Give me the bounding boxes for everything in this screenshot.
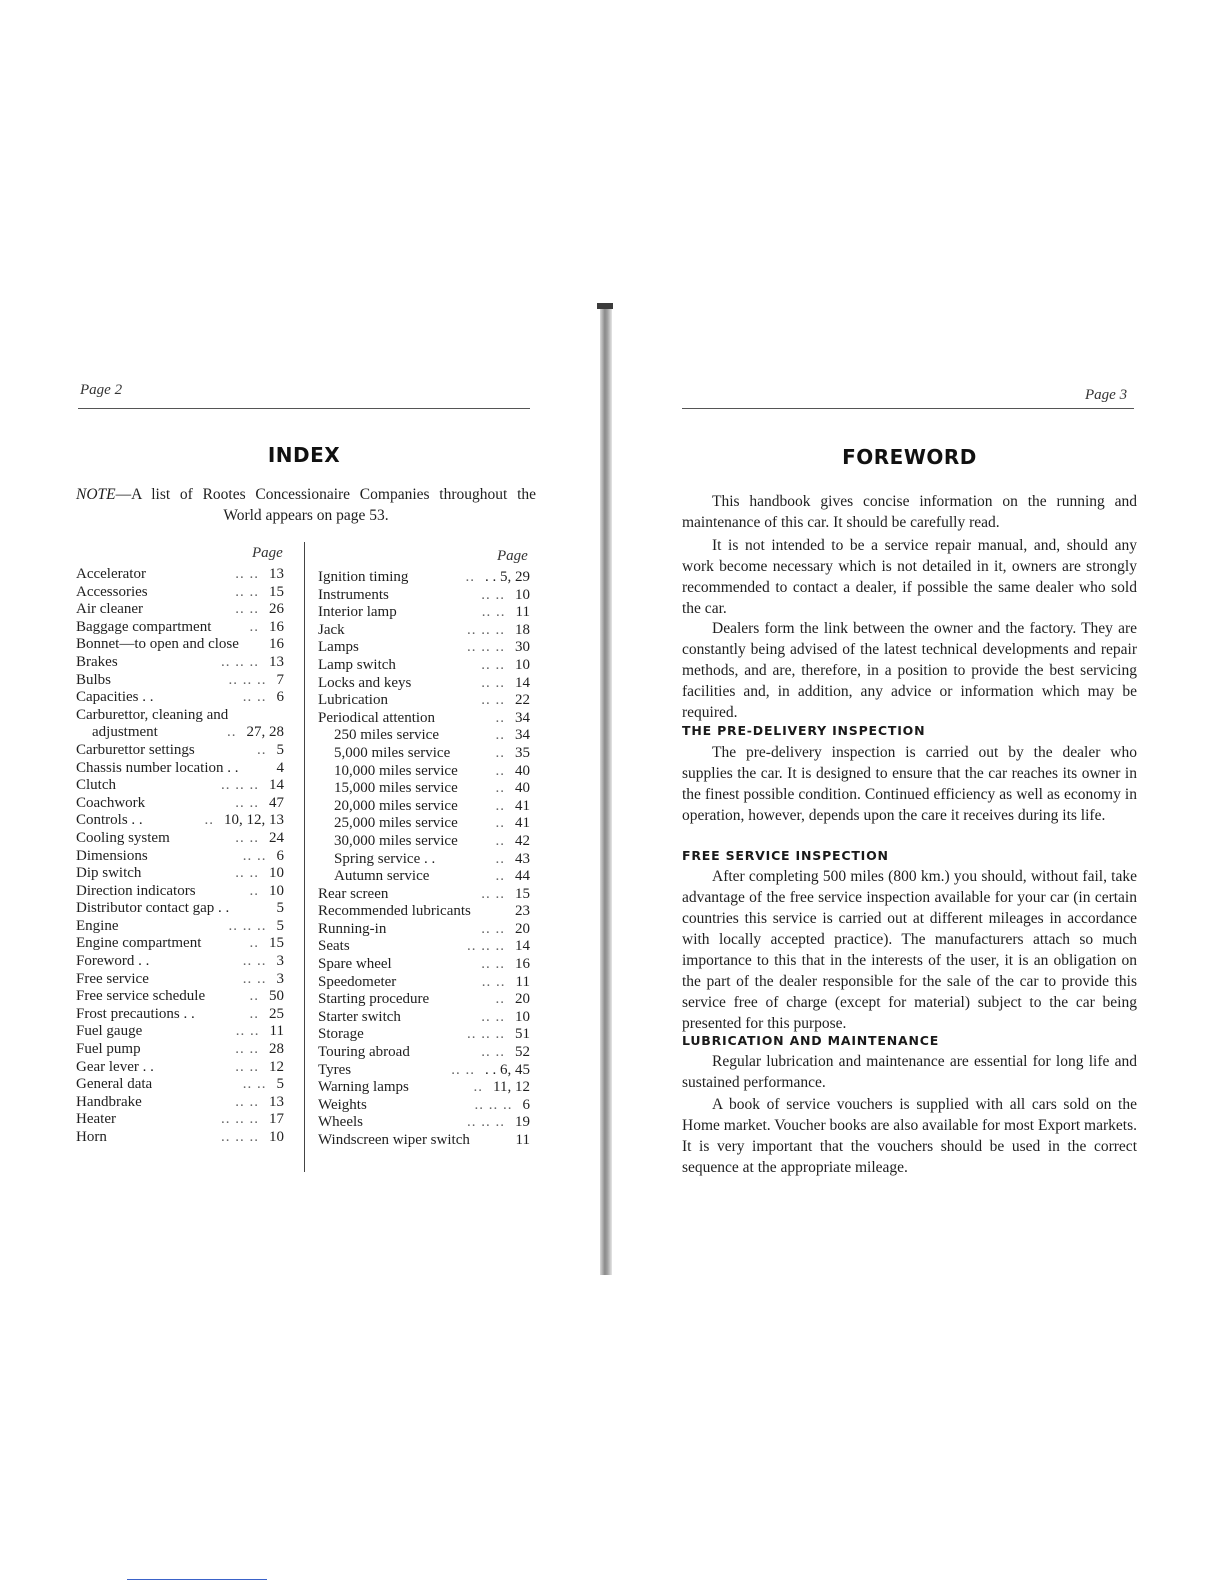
header-rule-right [682,408,1134,409]
index-entry-page: 10 [515,586,530,603]
index-entry-leader: .. .. .. [221,777,259,794]
index-entry-page: 14 [269,777,284,794]
spine-mark [597,303,613,309]
index-entry-page: 14 [515,674,530,691]
index-entry-leader: .. [249,618,259,635]
index-entry-leader: .. [495,762,505,779]
index-entry [318,833,530,851]
index-entry-page: 6 [276,689,284,706]
index-entry-page: 18 [515,621,530,638]
index-entry-page: 44 [515,868,530,885]
index-entry-page: 22 [515,692,530,709]
index-entry-leader: .. [249,935,259,952]
lubrication-text-1: Regular lubrication and maintenance are essential for long life and sustained performance. [682,1053,1137,1091]
index-entry [76,707,284,725]
index-entry [76,918,284,936]
note-text: —A list of Rootes Concessionaire Companies throughout the World appears on page 53. [115,486,536,524]
index-entry [76,566,284,584]
index-entry-label: Clutch [76,777,116,794]
index-entry-leader: .. [473,1079,484,1096]
index-entry-leader: .. .. .. [221,1111,259,1128]
index-entry-leader: .. .. [481,674,505,691]
index-entry-page: 28 [269,1041,284,1058]
index-entry-page: 6 [276,847,284,864]
index-entry-page: 10, 12, 13 [224,812,284,829]
index-entry [76,619,284,637]
index-entry-label: Lamp switch [318,656,396,673]
index-entry [76,584,284,602]
index-entry-leader: .. .. [242,953,267,970]
index-entry [76,1006,284,1024]
index-entry-label: Spare wheel [318,956,392,973]
index-entry-leader: .. .. [235,566,259,582]
column-header-page-2: Page [497,548,528,564]
index-entry-page: 41 [515,797,530,814]
index-entry-label: Speedometer [318,973,397,990]
index-entry-label: Storage [318,1026,364,1043]
index-entry-page: 35 [515,744,530,761]
index-entry-label: 10,000 miles service [334,762,458,779]
index-entry [76,935,284,953]
index-entry-label: Cooling system [76,829,170,846]
index-entry-label: Brakes [76,653,118,670]
index-entry-page: 15 [515,885,530,902]
index-entry-label: Carburettor settings [76,741,195,758]
index-entry [76,672,284,690]
index-column-2 [318,569,530,1150]
index-entry-page: 34 [515,727,530,744]
index-entry-leader: .. .. .. [228,671,267,688]
index-entry [318,938,530,956]
index-entry-label: Bulbs [76,671,112,688]
index-entry-page: 40 [515,762,530,779]
index-entry-page: 5 [276,1076,284,1093]
index-entry [76,830,284,848]
index-entry-leader: .. [227,724,237,741]
index-entry-page: 50 [269,988,284,1005]
index-entry [76,654,284,672]
index-entry-leader: .. .. [242,1076,267,1093]
index-entry [318,903,530,921]
index-entry-label: 25,000 miles service [334,815,458,832]
index-entry-label: Distributor contact gap . . [76,900,230,917]
index-entry-leader: .. .. [242,689,267,706]
index-entry-leader: .. .. [481,885,505,902]
index-entry-page: 11 [515,1132,530,1148]
index-entry-page: 25 [269,1005,284,1022]
index-entry-leader: .. .. [242,847,267,864]
index-entry-leader: .. .. .. [228,917,267,934]
index-entry-label: Windscreen wiper switch [318,1132,470,1148]
index-entry-page: 4 [276,759,284,776]
index-entry-page: 15 [269,935,284,952]
index-entry-page: 14 [515,938,530,955]
index-entry [76,777,284,795]
bottom-edge-mark [127,1579,267,1580]
index-entry-label: Lubrication [318,692,388,709]
index-entry-leader: .. [257,741,267,758]
index-entry-page: 10 [269,865,284,882]
index-entry [76,795,284,813]
index-entry-page: 26 [269,601,284,618]
index-entry [318,815,530,833]
index-entry-page: 16 [269,618,284,635]
index-entry-label: Weights [318,1096,367,1113]
index-entry-leader: .. [204,812,214,829]
index-entry-leader: .. .. .. [467,938,505,955]
index-entry-label: Locks and keys [318,674,412,691]
free-service-text: After completing 500 miles (800 km.) you should, without fail, take advantage of the free service inspection available for your car (in certain countries this service is carried out at different mileages in accordance with locally accepted practice). The manufacturers attach so much importance to this that in the interests of the user, it is an obligation on the part of the dealer responsible for the sale of the car to provide this service free of charge (except for material) subject to the car being presented for this purpose. [682,868,1137,1032]
index-entry-label: Foreword . . [76,953,150,970]
index-entry [318,710,530,728]
index-entry-leader: .. [249,882,259,899]
foreword-paragraph-3: Dealers form the link between the owner and the factory. They are constantly being advised of the latest technical developments and repair methods, and are, therefore, in a position to provide the best servicing facilities and, in addition, any advice or information which may be required. [682,620,1137,721]
index-entry [76,1041,284,1059]
index-entry-label: Lamps [318,639,359,656]
index-entry-page: 51 [515,1026,530,1043]
lubrication-text-2: A book of service vouchers is supplied with all cars sold on the Home market. Voucher books are also available for most Export markets. It is very important that the vouchers should be used in the correct sequence at the appropriate mileage. [682,1096,1137,1176]
index-entry [76,1094,284,1112]
index-entry [318,639,530,657]
index-entry-label: General data [76,1076,153,1093]
index-entry-label: Heater [76,1111,116,1128]
index-entry-label: adjustment [92,724,158,741]
index-entry-leader: .. .. .. [474,1096,513,1113]
predelivery-heading: THE PRE-DELIVERY INSPECTION [682,723,926,738]
index-entry [76,953,284,971]
index-entry-label: Touring abroad [318,1044,410,1061]
index-entry-page: 47 [269,794,284,811]
index-entry [76,848,284,866]
index-entry [318,921,530,939]
index-entry-page: 23 [515,903,530,920]
index-note [76,484,536,526]
index-entry-label: Running-in [318,920,387,937]
index-entry-label: Fuel pump [76,1041,141,1058]
index-entry-leader: .. .. [235,794,259,811]
index-entry-leader: .. .. [235,1023,260,1040]
column-header-page-1: Page [252,545,283,561]
index-entry-page: 27, 28 [246,724,284,741]
index-entry-label: Instruments [318,586,389,603]
index-entry-label: Seats [318,938,350,955]
index-entry-label: Fuel gauge [76,1023,143,1040]
index-entry-label: Accessories [76,583,148,600]
foreword-title: FOREWORD [842,445,977,469]
index-entry-label: Dip switch [76,865,142,882]
index-entry [76,689,284,707]
index-entry-leader: .. .. [481,692,505,709]
index-entry-leader: .. [495,850,505,867]
index-entry-leader: .. .. .. [467,621,505,638]
index-entry-leader: .. [495,815,505,832]
index-entry-leader: .. .. [235,601,259,618]
index-title: INDEX [267,443,341,467]
index-entry-leader: .. [495,744,505,761]
right-page [612,0,1225,1585]
index-entry-leader: .. .. [481,920,505,937]
index-entry-page: 11 [515,973,530,990]
index-entry-label: Frost precautions . . [76,1005,195,1022]
index-entry-leader: .. .. [235,1093,259,1110]
index-entry-label: Horn [76,1129,107,1145]
index-entry-label: Carburettor, cleaning and [76,706,229,723]
index-entry [318,1062,530,1080]
index-entry-page: 10 [515,1008,530,1025]
index-entry-label: Gear lever . . [76,1058,154,1075]
index-entry [76,760,284,778]
index-entry-label: Bonnet—to open and close [76,636,239,653]
index-entry [76,971,284,989]
index-entry [318,745,530,763]
free-service-heading: FREE SERVICE INSPECTION [682,848,889,863]
index-entry-leader: .. [249,988,259,1005]
predelivery-text: The pre-delivery inspection is carried out by the dealer who supplies the car. It is designed to ensure that the car reaches its owner in the finest possible condition. Continued efficiency as well as economy in operation, however, depends upon the care it receives during its life. [682,744,1137,824]
index-entry-page: 16 [515,956,530,973]
index-entry [318,974,530,992]
index-entry [318,886,530,904]
index-entry [318,604,530,622]
index-entry-page: 52 [515,1044,530,1061]
foreword-paragraph-2: It is not intended to be a service repair manual, and, should any work become necessary which is not detailed in it, owners are strongly recommended to contact a dealer, if possible the same dealer who sold the car. [682,537,1137,617]
index-entry-label: Ignition timing [318,569,409,585]
index-entry [76,1059,284,1077]
index-column-1 [76,566,284,1147]
index-entry-leader: .. .. .. [467,1026,505,1043]
index-entry-label: Accelerator [76,566,146,582]
index-entry-leader: .. .. .. [221,653,259,670]
index-entry-leader: .. .. .. [221,1129,259,1145]
index-entry-leader: .. [249,1005,259,1022]
index-entry [76,636,284,654]
index-entry [76,883,284,901]
index-entry-page: 43 [515,850,530,867]
index-entry [318,991,530,1009]
index-entry-label: Starting procedure [318,991,430,1008]
index-entry-leader: .. .. [235,1041,259,1058]
index-entry [318,692,530,710]
index-entry-page: 10 [515,656,530,673]
index-entry-page: 10 [269,882,284,899]
index-entry [318,1044,530,1062]
index-entry-page: 10 [269,1129,284,1145]
index-entry [318,587,530,605]
index-entry [318,956,530,974]
index-entry [318,569,530,587]
index-entry-label: 5,000 miles service [334,744,451,761]
index-entry-page: 5 [276,900,284,917]
index-entry-label: 15,000 miles service [334,780,458,797]
foreword-paragraph-1: This handbook gives concise information on the running and maintenance of this car. It should be carefully read. [682,493,1137,531]
index-column-divider [304,542,305,1172]
index-entry-label: Spring service . . [334,850,436,867]
index-entry-page: 13 [269,566,284,582]
index-entry-leader: .. [495,709,505,726]
index-entry [318,622,530,640]
index-entry-page: 20 [515,920,530,937]
index-entry-page: 11 [269,1023,284,1040]
header-rule-left [78,408,530,409]
index-entry-page: 40 [515,780,530,797]
index-entry [76,724,284,742]
index-entry [76,900,284,918]
index-entry [76,812,284,830]
index-entry-leader: .. .. [242,970,267,987]
index-entry-page: 13 [269,1093,284,1110]
index-entry-label: Wheels [318,1114,363,1131]
index-entry-leader: .. [495,780,505,797]
index-entry-leader: .. .. [235,583,259,600]
index-entry [76,1076,284,1094]
index-entry-label: Engine [76,917,119,934]
index-entry [318,675,530,693]
note-label: NOTE [76,486,116,503]
index-entry-label: Tyres [318,1061,352,1078]
index-entry [318,1114,530,1132]
index-entry-leader: .. .. [481,1044,505,1061]
index-entry [318,1079,530,1097]
index-entry-leader: .. .. [481,656,505,673]
left-page [0,0,600,1585]
index-entry-label: Warning lamps [318,1079,409,1096]
index-entry-page: 16 [269,636,284,653]
index-entry-label: Coachwork [76,794,146,811]
index-entry-leader: .. .. [451,1061,475,1078]
lubrication-heading: LUBRICATION AND MAINTENANCE [682,1033,940,1048]
index-entry [318,1026,530,1044]
index-entry-leader: .. .. [481,604,506,621]
index-entry-leader: .. .. [481,973,506,990]
index-entry [76,1023,284,1041]
index-entry-leader: .. [465,569,475,585]
index-entry-leader: .. [495,727,505,744]
index-entry-page: 7 [276,671,284,688]
index-entry-page: 42 [515,832,530,849]
index-entry-page: 5 [276,917,284,934]
index-entry-leader: .. [495,832,505,849]
index-entry-leader: .. .. [481,586,505,603]
index-entry-leader: .. .. .. [467,1114,505,1131]
index-entry-leader: .. .. [481,956,505,973]
index-entry-label: Baggage compartment [76,618,212,635]
index-entry-label: 20,000 miles service [334,797,458,814]
index-entry-page: 13 [269,653,284,670]
index-entry-page: 11 [515,604,530,621]
index-entry-label: 250 miles service [334,727,439,744]
index-entry [318,851,530,869]
index-entry-label: Chassis number location . . [76,759,239,776]
index-entry-label: Air cleaner [76,601,144,618]
index-entry-page: 41 [515,815,530,832]
index-entry-label: Recommended lubricants [318,903,471,920]
index-entry-label: Dimensions [76,847,148,864]
index-entry-page: 30 [515,639,530,656]
index-entry-page: 3 [276,970,284,987]
index-entry-leader: .. .. [235,829,259,846]
index-entry [318,727,530,745]
index-entry [76,742,284,760]
index-entry-leader: .. [495,868,505,885]
index-entry-label: Starter switch [318,1008,401,1025]
index-entry-label: Direction indicators [76,882,196,899]
index-entry-page: 12 [269,1058,284,1075]
book-spine [600,305,612,1275]
index-entry-leader: .. [495,991,505,1008]
index-entry-page: 11, 12 [493,1079,530,1096]
index-entry [76,601,284,619]
index-entry-page: 5 [276,741,284,758]
index-entry-label: Interior lamp [318,604,397,621]
index-entry-page: 19 [515,1114,530,1131]
index-entry-page: 3 [276,953,284,970]
index-entry [318,1097,530,1115]
index-entry [318,763,530,781]
index-entry-leader: .. .. .. [467,639,505,656]
index-entry-leader: .. .. [481,1008,505,1025]
index-entry [318,657,530,675]
index-entry [318,798,530,816]
index-entry-label: Periodical attention [318,709,436,726]
index-entry-page: 24 [269,829,284,846]
index-entry [318,868,530,886]
index-entry-page: . . 6, 45 [485,1061,530,1078]
index-entry-label: Rear screen [318,885,389,902]
index-entry-page: 34 [515,709,530,726]
index-entry-label: 30,000 miles service [334,832,458,849]
index-entry-page: 6 [522,1096,530,1113]
index-entry-leader: .. .. [235,865,259,882]
index-entry [76,865,284,883]
index-entry-leader: .. .. [235,1058,259,1075]
index-entry [318,1009,530,1027]
index-entry-page: . . 5, 29 [485,569,530,585]
index-entry-label: Free service schedule [76,988,206,1005]
index-entry [318,1132,530,1150]
index-entry-label: Controls . . [76,812,143,829]
index-entry-leader: .. [495,797,505,814]
index-entry-label: Handbrake [76,1093,142,1110]
index-entry-page: 15 [269,583,284,600]
page-number-left: Page 2 [80,382,123,398]
index-entry-page: 17 [269,1111,284,1128]
index-entry [318,780,530,798]
page-number-right: Page 3 [1085,387,1128,403]
index-entry [76,1111,284,1129]
index-entry-label: Autumn service [334,868,430,885]
index-entry-label: Engine compartment [76,935,202,952]
index-entry-page: 20 [515,991,530,1008]
index-entry [76,1129,284,1147]
index-entry-label: Free service [76,970,149,987]
index-entry-label: Capacities . . [76,689,154,706]
index-entry-label: Jack [318,621,345,638]
index-entry [76,988,284,1006]
